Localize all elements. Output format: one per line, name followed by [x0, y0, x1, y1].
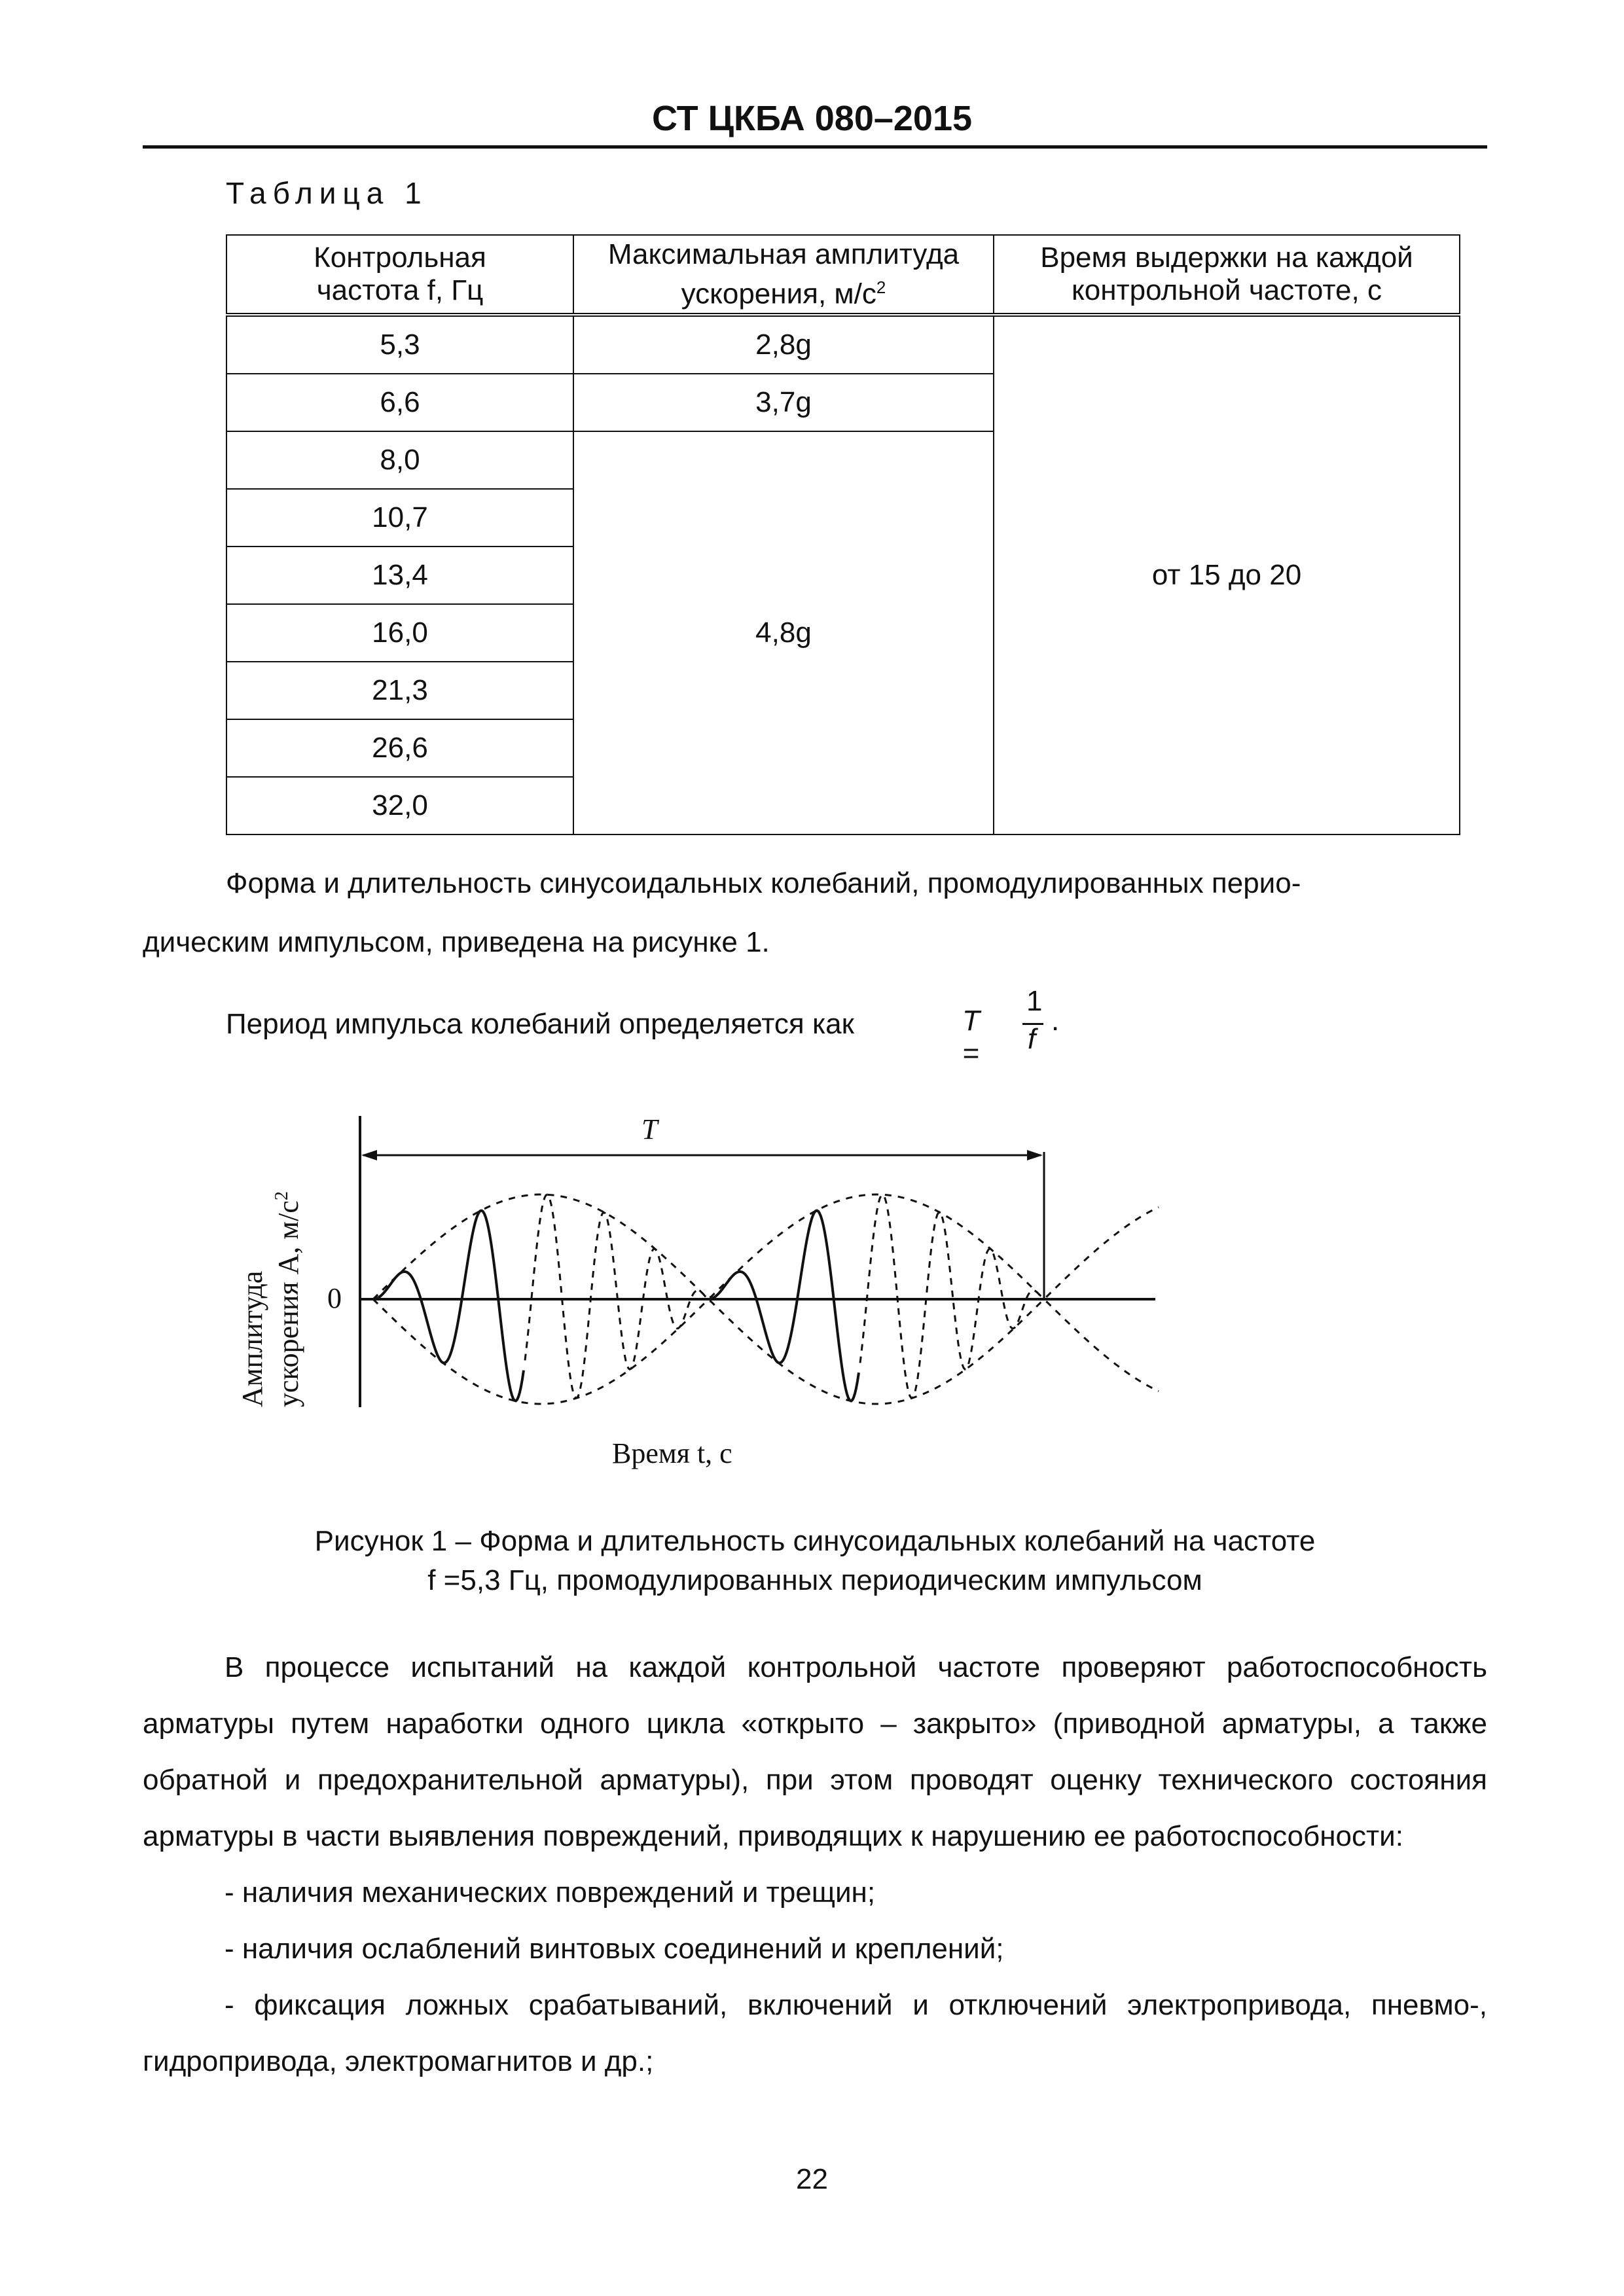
list-item: - фиксация ложных срабатываний, включений и отключений электропривода, пневмо-, гидропривода, электромагнитов и др.;	[143, 1989, 1487, 2077]
cell-frequency: 32,0	[226, 777, 573, 834]
header-line: ускорения, м/с	[681, 278, 876, 310]
modulated-signal-solid	[373, 1211, 859, 1401]
figure-caption	[143, 1522, 1487, 1600]
x-axis-label: Время t, с	[612, 1437, 732, 1469]
figure-caption-line: f =5,3 Гц, промодулированных периодическим импульсом	[427, 1564, 1202, 1596]
header-line: контрольной частоте, с	[1072, 274, 1382, 306]
cell-frequency: 13,4	[226, 547, 573, 604]
header-amplitude	[573, 235, 994, 315]
modulated-signal-figure	[223, 1100, 1204, 1492]
header-line: Контрольная	[314, 242, 486, 274]
body-text	[143, 1640, 1487, 2090]
formula-lhs: T =	[962, 1005, 980, 1069]
figure-caption-line: Рисунок 1 – Форма и длительность синусоидальных колебаний на частоте	[314, 1525, 1316, 1557]
cell-amplitude: 3,7g	[573, 374, 994, 431]
y-axis-label-text: ускорения A, м/с	[272, 1200, 304, 1407]
body-paragraph: В процессе испытаний на каждой контрольной частоте проверяют работоспособность арматуры путем наработки одного цикла «открыто – закрыто» (приводной арматуры, а также обратной и предохранительной арматуры), при этом проводят оценку технического состояния арматуры в части выявления повреждений, приводящих к нарушению ее работоспособности:	[143, 1651, 1487, 1852]
formula-denominator: f	[1028, 1023, 1036, 1055]
formula-numerator: 1	[1026, 985, 1043, 1017]
cell-frequency: 6,6	[226, 374, 573, 431]
table-container	[226, 234, 1460, 835]
cell-amplitude: 4,8g	[573, 431, 994, 834]
header-line: Максимальная амплитуда	[607, 238, 960, 270]
cell-frequency: 21,3	[226, 662, 573, 719]
header-frequency	[226, 235, 573, 315]
cell-frequency: 5,3	[226, 315, 573, 374]
table-header-row	[226, 235, 1460, 315]
table-row	[226, 315, 1460, 374]
formula-tail: .	[1051, 1005, 1060, 1037]
document-header: СТ ЦКБА 080–2015	[651, 99, 973, 138]
page-number: 22	[796, 2163, 828, 2195]
data-table	[226, 234, 1460, 835]
cell-frequency: 8,0	[226, 431, 573, 489]
y-axis-label-sup: 2	[272, 1191, 292, 1201]
period-label: T	[641, 1113, 658, 1145]
cell-frequency: 16,0	[226, 604, 573, 662]
cell-frequency: 26,6	[226, 719, 573, 777]
cell-amplitude: 2,8g	[573, 315, 994, 374]
envelope-lower-curve	[373, 1299, 1159, 1404]
header-rule	[143, 145, 1487, 149]
period-text	[226, 1005, 854, 1044]
header-hold-time	[994, 235, 1460, 315]
header-line: частота f, Гц	[316, 274, 484, 306]
zero-label: 0	[327, 1282, 342, 1314]
y-axis-label-line2	[272, 1191, 304, 1407]
y-axis-label-line1: Амплитуда	[236, 1270, 268, 1407]
table-caption: Таблица 1	[226, 176, 428, 210]
paragraph-line: дическим импульсом, приведена на рисунке 1.	[143, 926, 770, 958]
period-sentence: Период импульса колебаний определяется как	[226, 1008, 854, 1040]
paragraph-line: Форма и длительность синусоидальных колебаний, промодулированных перио-	[226, 867, 1301, 899]
header-line: Время выдержки на каждой	[1040, 242, 1413, 274]
cell-hold-time: от 15 до 20	[994, 315, 1460, 834]
modulated-signal-dashed	[525, 1194, 1043, 1398]
superscript: 2	[876, 277, 886, 297]
cell-frequency: 10,7	[226, 489, 573, 547]
period-arrow-right	[1027, 1150, 1043, 1160]
list-item: - наличия ослаблений винтовых соединений и креплений;	[225, 1933, 1004, 1965]
period-arrow-left	[361, 1150, 377, 1160]
list-item: - наличия механических повреждений и трещин;	[225, 1876, 876, 1909]
